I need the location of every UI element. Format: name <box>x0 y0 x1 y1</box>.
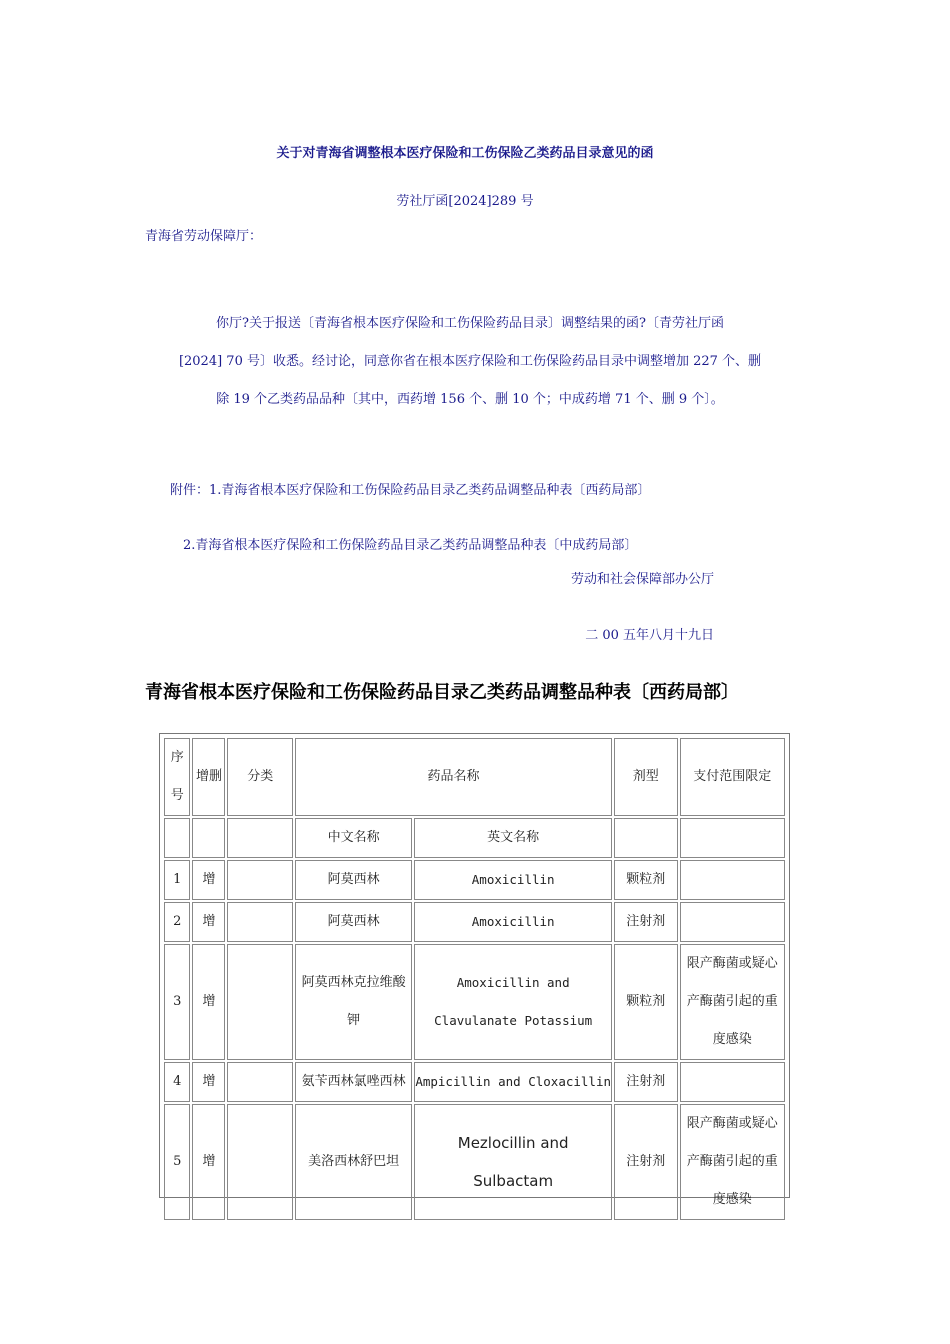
scope-line: 限产酶菌或疑心 <box>686 1116 778 1131</box>
cell-en-name: Amoxicillin <box>414 860 612 900</box>
letter-title: 关于对青海省调整根本医疗保险和工伤保险乙类药品目录意见的函 <box>276 146 654 161</box>
cell-scope <box>680 902 785 942</box>
attachment-1: 附件：1.青海省根本医疗保险和工伤保险药品目录乙类药品调整品种表〔西药局部〕 <box>170 483 651 498</box>
cell-en-name: Amoxicillin <box>414 902 612 942</box>
header-seq-line: 号 <box>170 788 184 803</box>
cell-scope <box>680 1104 785 1220</box>
cell-en-name: Ampicillin and Cloxacillin <box>414 1062 612 1102</box>
body-line: [2024] 70 号〕收悉。经讨论，同意你省在根本医疗保险和工伤保险药品目录中调整增加 227 个、删 <box>178 354 762 369</box>
cell-cn-name: 美洛西林舒巴坦 <box>295 1104 412 1220</box>
cell-category <box>227 902 292 942</box>
en-name-line: Sulbactam <box>473 1172 554 1190</box>
header-scope: 支付范围限定 <box>680 738 785 816</box>
cell-cn-name <box>295 944 412 1060</box>
header-cn-name: 中文名称 <box>295 818 412 858</box>
header-category: 分类 <box>227 738 292 816</box>
cell-seq: 4 <box>164 1062 190 1102</box>
cell-category <box>227 944 292 1060</box>
cell-change: 增 <box>192 1062 225 1102</box>
scope-line: 度感染 <box>712 1032 752 1047</box>
header-drug-name: 药品名称 <box>295 738 612 816</box>
subheader-row <box>164 818 785 858</box>
cn-name-line: 钾 <box>347 1013 361 1028</box>
cn-name-line: 阿莫西林克拉维酸 <box>301 975 406 990</box>
body-line: 你厅?关于报送〔青海省根本医疗保险和工伤保险药品目录〕调整结果的函?〔青劳社厅函 <box>216 316 724 331</box>
letter-body <box>150 305 790 419</box>
table-title: 青海省根本医疗保险和工伤保险药品目录乙类药品调整品种表〔西药局部〕 <box>145 682 739 703</box>
cell-en-name <box>414 1104 612 1220</box>
body-line: 除 19 个乙类药品品种〔其中，西药增 156 个、删 10 个；中成药增 71 个、删 9 个〕。 <box>216 392 724 407</box>
cell-seq: 3 <box>164 944 190 1060</box>
en-name-line: Mezlocillin and <box>457 1134 569 1152</box>
issue-date: 二 00 五年八月十九日 <box>585 628 714 643</box>
cell-change: 增 <box>192 860 225 900</box>
table-row <box>164 902 785 942</box>
cell-category <box>227 1062 292 1102</box>
cell-category <box>227 860 292 900</box>
cell-cn-name: 阿莫西林 <box>295 860 412 900</box>
cell-cn-name: 阿莫西林 <box>295 902 412 942</box>
header-form: 剂型 <box>614 738 678 816</box>
cell-form: 注射剂 <box>614 902 678 942</box>
recipient: 青海省劳动保障厅： <box>145 229 263 244</box>
header-en-name: 英文名称 <box>414 818 612 858</box>
cell-seq: 2 <box>164 902 190 942</box>
attachment-2: 2.青海省根本医疗保险和工伤保险药品目录乙类药品调整品种表〔中成药局部〕 <box>183 538 638 553</box>
header-seq <box>164 738 190 816</box>
en-name-line: Clavulanate Potassium <box>434 1013 593 1028</box>
cell-change: 增 <box>192 1104 225 1220</box>
table-row <box>164 860 785 900</box>
cell-form: 注射剂 <box>614 1062 678 1102</box>
cell-seq: 5 <box>164 1104 190 1220</box>
cell-change: 增 <box>192 944 225 1060</box>
scope-line: 度感染 <box>712 1192 752 1207</box>
table-row <box>164 944 785 1060</box>
issuer: 劳动和社会保障部办公厅 <box>570 572 714 587</box>
header-change: 增删 <box>192 738 225 816</box>
document-number: 劳社厅函[2024]289 号 <box>396 194 534 209</box>
cell-form: 颗粒剂 <box>614 944 678 1060</box>
cell-cn-name: 氨苄西林氯唑西林 <box>295 1062 412 1102</box>
cell-scope <box>680 1062 785 1102</box>
scope-line: 限产酶菌或疑心 <box>686 956 778 971</box>
cell-form: 颗粒剂 <box>614 860 678 900</box>
cell-en-name <box>414 944 612 1060</box>
cell-scope <box>680 944 785 1060</box>
scope-line: 产酶菌引起的重 <box>686 1154 778 1169</box>
cell-scope <box>680 860 785 900</box>
header-seq-line: 序 <box>170 750 184 765</box>
cell-seq: 1 <box>164 860 190 900</box>
drug-table <box>159 733 790 1207</box>
cell-change: 增 <box>192 902 225 942</box>
cell-form: 注射剂 <box>614 1104 678 1220</box>
scope-line: 产酶菌引起的重 <box>686 994 778 1009</box>
header-row <box>164 738 785 816</box>
en-name-line: Amoxicillin and <box>456 975 570 990</box>
cell-category <box>227 1104 292 1220</box>
table-row <box>164 1062 785 1102</box>
table-row <box>164 1104 785 1220</box>
